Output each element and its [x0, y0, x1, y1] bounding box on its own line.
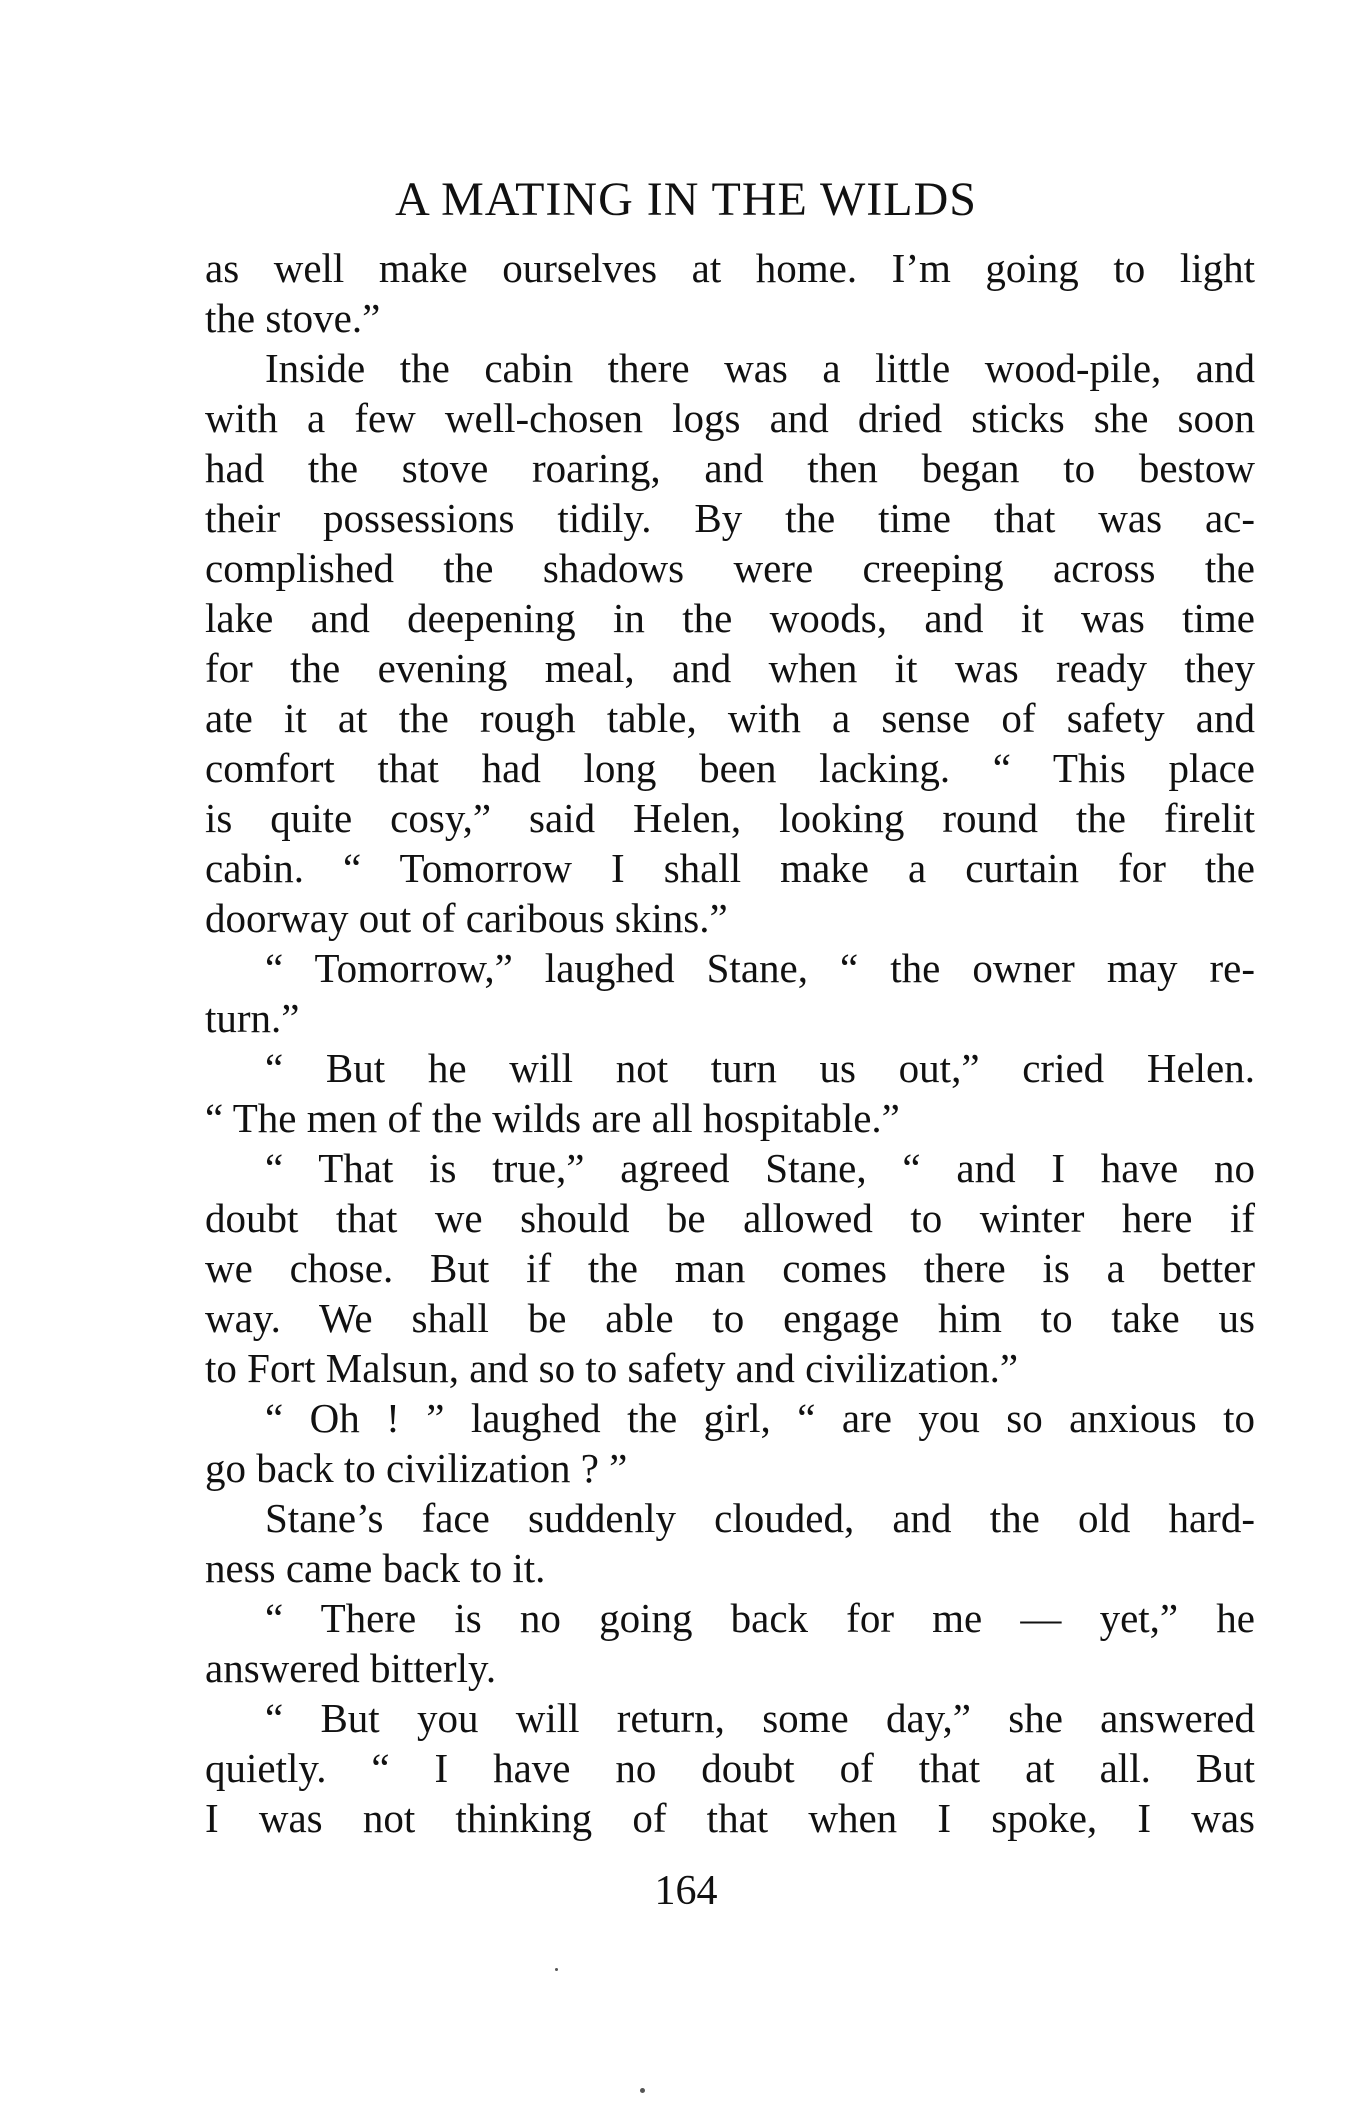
- text-line: “ There is no going back for me — yet,” he: [265, 1595, 1255, 1641]
- text-line: the stove.”: [205, 295, 381, 341]
- text-line: complished the shadows were creeping across the: [205, 545, 1255, 591]
- text-line: ness came back to it.: [205, 1545, 546, 1591]
- text-line: cabin. “ Tomorrow I shall make a curtain for the: [205, 845, 1255, 891]
- text-line: as well make ourselves at home. I’m going to light: [205, 245, 1255, 291]
- text-line: go back to civilization ? ”: [205, 1445, 628, 1491]
- text-line: “ The men of the wilds are all hospitable.”: [205, 1095, 900, 1141]
- body-text: [205, 243, 1255, 1843]
- text-line: “ That is true,” agreed Stane, “ and I have no: [265, 1145, 1255, 1191]
- print-speck: [555, 1968, 558, 1971]
- text-line: Inside the cabin there was a little wood-pile, and: [265, 345, 1255, 391]
- text-line: comfort that had long been lacking. “ This place: [205, 745, 1255, 791]
- text-line: “ But he will not turn us out,” cried Helen.: [265, 1045, 1255, 1091]
- running-head: A MATING IN THE WILDS: [395, 173, 977, 226]
- print-speck: [640, 2088, 645, 2093]
- text-line: we chose. But if the man comes there is a better: [205, 1245, 1255, 1291]
- text-line: “ Tomorrow,” laughed Stane, “ the owner may re-: [265, 945, 1255, 991]
- text-line: is quite cosy,” said Helen, looking round the firelit: [205, 795, 1255, 841]
- text-line: I was not thinking of that when I spoke, I was: [205, 1795, 1255, 1841]
- text-line: doubt that we should be allowed to winter here if: [205, 1195, 1255, 1241]
- text-line: for the evening meal, and when it was ready they: [205, 645, 1255, 691]
- text-line: Stane’s face suddenly clouded, and the old hard-: [265, 1495, 1255, 1541]
- text-line: “ Oh ! ” laughed the girl, “ are you so anxious to: [265, 1395, 1255, 1441]
- text-line: way. We shall be able to engage him to take us: [205, 1295, 1255, 1341]
- text-line: “ But you will return, some day,” she answered: [265, 1695, 1255, 1741]
- text-line: lake and deepening in the woods, and it was time: [205, 595, 1255, 641]
- text-line: quietly. “ I have no doubt of that at all. But: [205, 1745, 1255, 1791]
- text-line: with a few well-chosen logs and dried sticks she soon: [205, 395, 1255, 441]
- text-line: turn.”: [205, 995, 300, 1041]
- text-line: doorway out of caribous skins.”: [205, 895, 728, 941]
- text-line: to Fort Malsun, and so to safety and civilization.”: [205, 1345, 1019, 1391]
- text-line: had the stove roaring, and then began to bestow: [205, 445, 1255, 491]
- page-number: 164: [654, 1868, 718, 1914]
- text-line: answered bitterly.: [205, 1645, 497, 1691]
- text-line: ate it at the rough table, with a sense of safety and: [205, 695, 1255, 741]
- text-line: their possessions tidily. By the time that was ac-: [205, 495, 1255, 541]
